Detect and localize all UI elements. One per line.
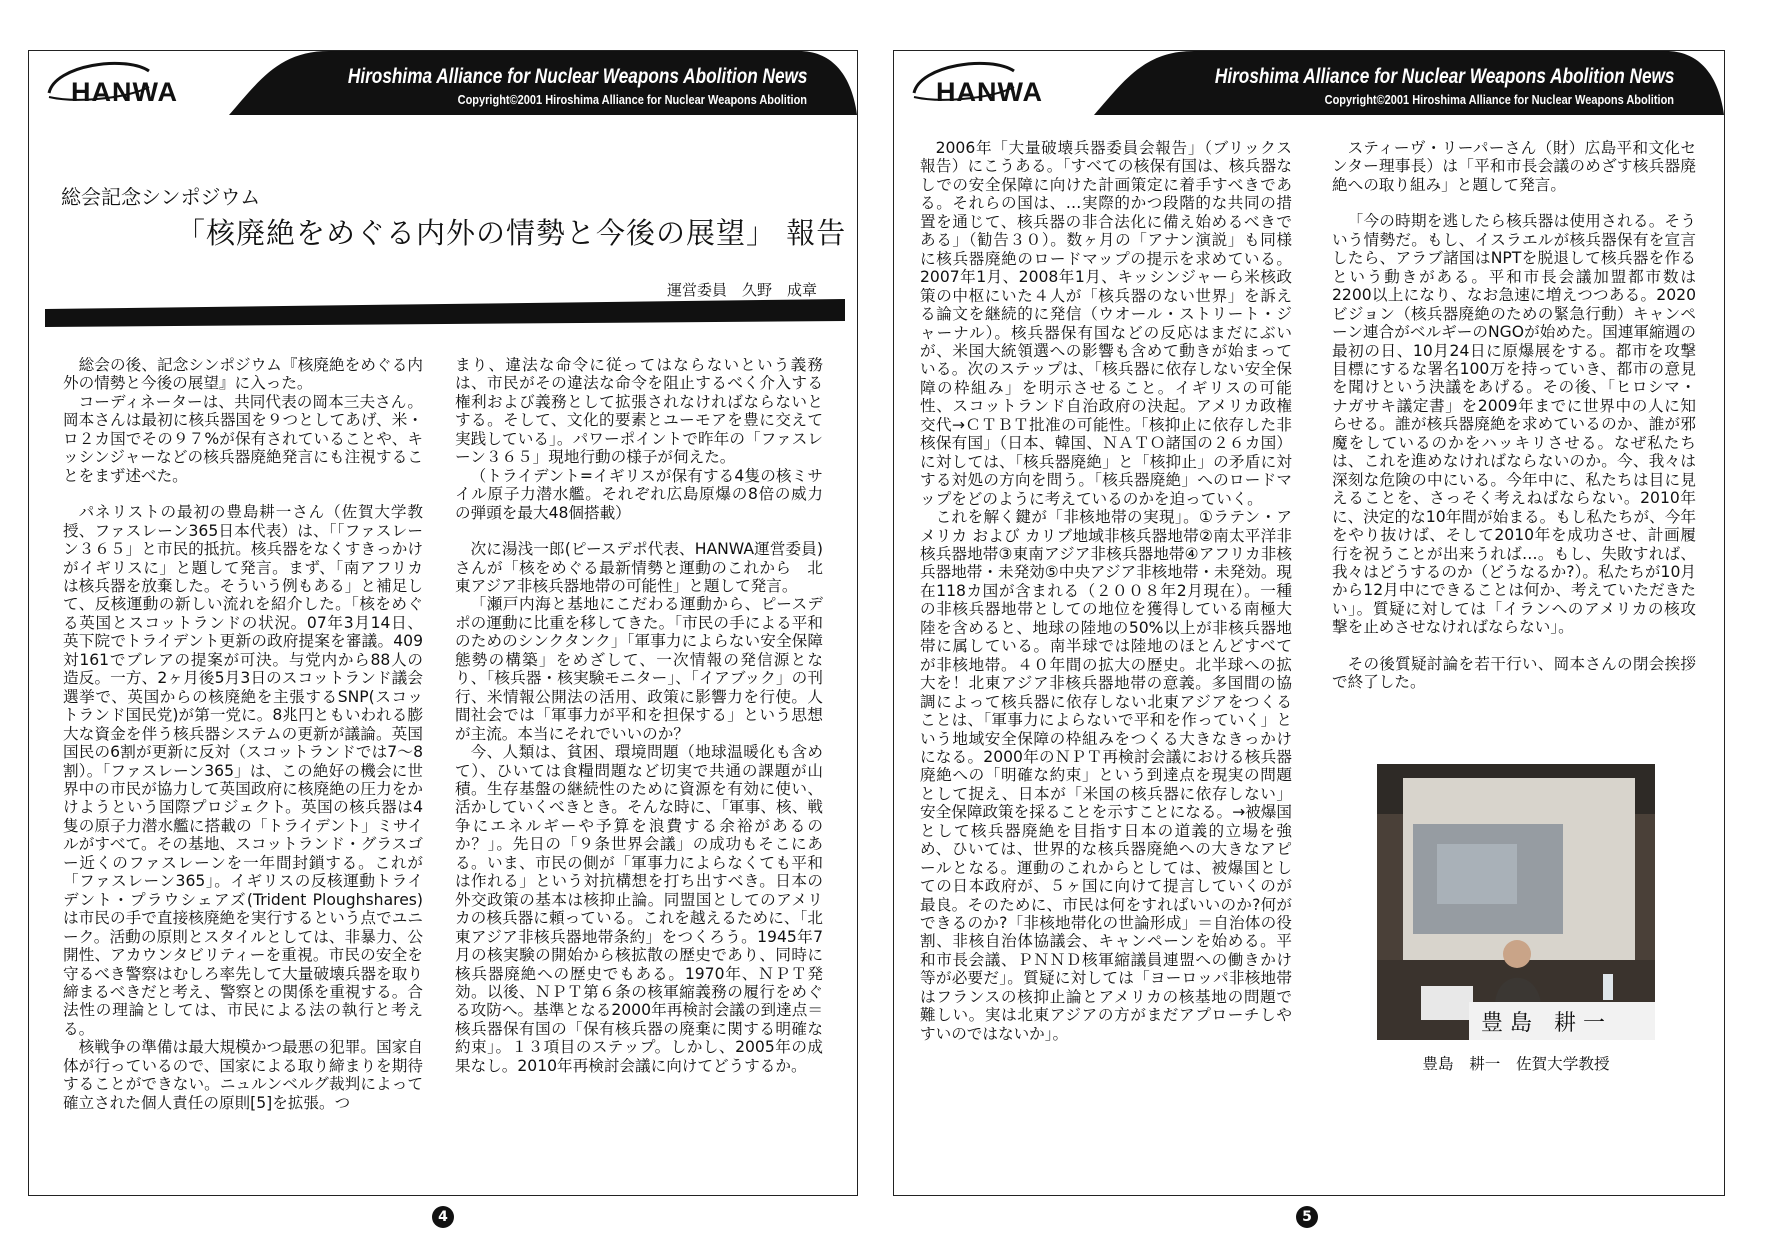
newsletter-page-4 (28, 50, 858, 1196)
article-column-2 (455, 356, 823, 1075)
newsletter-title: Hiroshima Alliance for Nuclear Weapons Abolition News (347, 65, 807, 88)
photo-illustration (1377, 764, 1655, 1040)
hanwa-logo (45, 57, 178, 109)
paragraph: スティーヴ・リーパーさん（財）広島平和文化センター理事長）は「平和市長会議のめざす核兵器廃絶への取り組み」と題して発言。 (1332, 139, 1696, 194)
paragraph: 2006年「大量破壊兵器委員会報告」（ブリックス報告）にこうある。「すべての核保有国は、核兵器なしでの安全保障に向けた計画策定に着手すべきである。それらの国は、…実際的かつ段階的な共同の措置を通じて、核兵器の非合法化に備え始めるべきである」（勧告３０）。数ヶ月の「アナン演説」も同様に核兵器廃絶のロードマップの提示を求めている。2007年1月、2008年1月、キッシンジャーら米核政策の中枢にいた４人が「核兵器のない世界」を訴える論文を継続的に発信（ウオール・ストリート・ジャーナル）。核兵器保有国などの反応はまだにぶいが、米国大統領選への影響も含めて動きが始まっている。次のステップは、「核兵器に依存しない安全保障の枠組み」を明示させること。イギリスの可能性、スコットランド自治政府の決起。アメリカ政権交代→ＣＴＢＴ批准の可能性。「核抑止に依存した非核保有国」（日本、韓国、ＮＡＴＯ諸国の２６カ国）に対しては、「核兵器廃絶」と「核抑止」の矛盾に対する対処の方向を問う。「核兵器廃絶」へのロードマップをどのように考えているのかを迫っていく。 (920, 139, 1292, 508)
article-column-3 (920, 139, 1292, 1043)
newsletter-page-5 (893, 50, 1725, 1196)
page-number-5: 5 (1296, 1206, 1318, 1228)
paragraph: （トライデント=イギリスが保有する4隻の核ミサイル原子力潜水艦。それぞれ広島原爆の8倍の威力の弾頭を最大48個搭載） (455, 466, 823, 522)
title-underline-bar (45, 299, 845, 329)
article-author: 運営委員 久野 成章 (666, 281, 817, 299)
logo-text: HANWA (936, 77, 1043, 107)
paragraph: 「瀬戸内海と基地にこだわる運動から、ピースデポの運動に比重を移してきた。「市民の手による平和のためのシンクタンク」「軍事力によらない安全保障態勢の構築」をめざして、一次情報の発信源となり、「核兵器・核実験モニター」、「イアブック」の刊行、米情報公開法の活用、政策に影響力を行使。人間社会では「軍事力が平和を担保する」という思想が主流。本当にそれでいいのか？ (455, 595, 823, 743)
hanwa-logo (910, 57, 1043, 109)
page-number-4: 4 (432, 1206, 454, 1228)
copyright-line: Copyright©2001 Hiroshima Alliance for Nuclear Weapons Abolition (1324, 93, 1674, 107)
logo-text: HANWA (71, 77, 178, 107)
paragraph: これを解く鍵が「非核地帯の実現」。①ラテン・アメリカ および カリブ地域非核兵器地帯②南太平洋非核兵器地帯③東南アジア非核兵器地帯④アフリカ非核兵器地帯・未発効⑤中央アジア非核地帯・未発効。現在118カ国が含まれる（２００８年2月現在）。一種の非核兵器地帯としての地位を獲得している南極大陸を含めると、地球の陸地の50%以上が非核兵器地帯に属している。南半球では陸地のほとんどすべてが非核地帯。４０年間の拡大の歴史。北半球への拡大を！北東アジア非核兵器地帯の意義。多国間の協調によって核兵器に依存しない北東アジアをつくることは、「軍事力によらないで平和を作っていく」という地域安全保障の枠組みをつくる大きなきっかけになる。2000年のＮＰＴ再検討会議における核兵器廃絶への「明確な約束」という到達点を現実の問題として捉え、日本が「米国の核兵器に依存しない」安全保障政策を採ることを示すことになる。→被爆国として核兵器廃絶を目指す日本の道義的立場を強め、ひいては、世界的な核兵器廃絶への大きなアピールとなる。運動のこれからとしては、被爆国としての日本政府が、５ヶ国に向けて提言していくのが最良。そのために、市民は何をすればいいのか?何ができるのか?「非核地帯化の世論形成」＝自治体の役割、非核自治体協議会、キャンペーンを始める。平和市長会議、ＰＮＮＤ核軍縮議員連盟への働きかけ等が必要だ」。質疑に対しては「ヨーロッパ非核地帯はフランスの核抑止論とアメリカの核基地の問題で難しい。実は北東アジアの方がまだアプローチしやすいのではないか」。 (920, 508, 1293, 1043)
paragraph: 総会の後、記念シンポジウム『核廃絶をめぐる内外の情勢と今後の展望』に入った。 (63, 356, 423, 393)
photo-caption: 豊島 耕一 佐賀大学教授 (1422, 1055, 1610, 1073)
paragraph: パネリストの最初の豊島耕一さん（佐賀大学教授、ファスレーン365日本代表）は、「「ファスレーン３６５」と市民的抵抗。核兵器をなくすきっかけがイギリスに」と題して発言。まず、「南アフリカは核兵器を放棄した。そういう例もある」と補足して、反核運動の新しい流れを紹介した。「核をめぐる英国とスコットランドの状況。07年3月14日、英下院でトライデント更新の政府提案を審議。409対161でブレアの提案が可決。与党内から88人の造反。一方、2ヶ月後5月3日のスコットランド議会選挙で、英国からの核廃絶を主張するSNP(スコットランド国民党)が第一党に。8兆円ともいわれる膨大な資金を伴う核兵器システムの更新が議論。英国国民の6割が更新に反対（スコットランドでは7～8割）。「ファスレーン365」は、この絶好の機会に世界中の市民が協力して英国政府に核廃絶の圧力をかけようという国際プロジェクト。英国の核兵器は4隻の原子力潜水艦に搭載の「トライデント」ミサイルがすべて。その基地、スコットランド・グラスゴー近くのファスレーンを一年間封鎖する。これが「ファスレーン365」。イギリスの反核運動トライデント・プラウシェアズ(Trident Ploughshares) は市民の手で直接核廃絶を実行するという点でユニーク。活動の原則とスタイルとしては、非暴力、公開性、アカウンタビリティーを重視。市民の安全を守るべき警察はむしろ率先して大量破壊兵器を取り締まるべきだと考え、警察との関係を重視する。合法性の理論としては、市民による法の執行と考える。 (63, 503, 423, 1038)
speaker-photo (1377, 764, 1655, 1040)
paragraph: 次に湯浅一郎(ピースデポ代表、HANWA運営委員)さんが「核をめぐる最新情勢と運動のこれから 北東アジア非核兵器地帯の可能性」と題して発言。 (455, 540, 823, 595)
paragraph: 今、人類は、貧困、環境問題（地球温暖化も含めて）、ひいては食糧問題など切実で共通の課題が山積。生存基盤の継続性のために資源を有効に使い、活かしていくべきとき。そんな時に、「軍事、核、戦争にエネルギーや予算を浪費する余裕があるのか？」。先日の「９条世界会議」の成功もそこにある。いま、市民の側が「軍事力によらなくても平和は作れる」という対抗構想を打ち出すべき。日本の外交政策の基本は核抑止論。同盟国としてのアメリカの核兵器に頼っている。これを越えるために、「北東アジア非核兵器地帯条約」をつくろう。1945年7月の核実験の開始から核拡散の歴史であり、同時に核兵器廃絶への歴史でもある。1970年、ＮＰＴ発効。以後、ＮＰＴ第６条の核軍縮義務の履行をめぐる攻防へ。基準となる2000年再検討会議の到達点＝核兵器保有国の「保有核兵器の廃棄に関する明確な約束」。１３項目のステップ。しかし、2005年の成果なし。2010年再検討会議に向けてどうするか。 (455, 743, 823, 1075)
paragraph: 「今の時期を逃したら核兵器は使用される。そういう情勢だ。もし、イスラエルが核兵器保有を宣言したら、アラブ諸国はNPTを脱退して核兵器を作るという動きがある。平和市長会議加盟都市数は2200以上になり、なお急速に増えつつある。2020ビジョン（核兵器廃絶のための緊急行動）キャンペーン連合がベルギーのNGOが始めた。国連軍縮週の最初の日、10月24日に原爆展をする。都市を攻撃目標にするな署名100万を持っていき、都市の意見を聞けという決議をあげる。その後、「ヒロシマ・ナガサキ議定書」を2009年までに世界中の人に知らせる。誰が核兵器廃絶を求めているのか、誰が邪魔をしているのかをハッキリさせる。なぜ私たちは、これを進めなければならないのか。今、我々は深刻な危険の中にいる。今年中に、私たちは目に見えることを、さっそく考えねばならない。2010年に、決定的な10年間が始まる。もし私たちが、今年をやり抜けば、そして2010年を成功させ、計画履行を祝うことが出来うれば…。もし、失敗すれば、我々はどうするのか（どうなるか?）。私たちが10月から12月中にできることは何か、考えていただきたい」。質疑に対しては「イランへのアメリカの核攻撃を止めさせなければならない」。 (1332, 212, 1696, 637)
newsletter-title: Hiroshima Alliance for Nuclear Weapons Abolition News (1214, 65, 1674, 88)
speaker-nameplate: 豊 島 耕 一 (1481, 1011, 1605, 1036)
page-header (29, 51, 857, 115)
article-title: 「核廃絶をめぐる内外の情勢と今後の展望」 報告 (176, 216, 847, 250)
paragraph: 核戦争の準備は最大規模かつ最悪の犯罪。国家自体が行っているので、国家による取り締まりを期待することができない。ニュルンベルグ裁判によって確立された個人責任の原則[5]を拡張。つ (63, 1038, 423, 1112)
paragraph: その後質疑討論を若干行い、岡本さんの閉会挨拶で終了した。 (1332, 654, 1696, 692)
copyright-line: Copyright©2001 Hiroshima Alliance for Nuclear Weapons Abolition (457, 93, 807, 107)
article-subtitle: 総会記念シンポジウム (61, 185, 261, 209)
article-column-1 (63, 356, 423, 1112)
article-column-4 (1332, 139, 1696, 692)
paragraph: コーディネーターは、共同代表の岡本三夫さん。岡本さんは最初に核兵器国を９つとしてあげ、米・ロ２カ国でその９７%が保有されていることや、キッシンジャーなどの核兵器廃絶発言にも注視することをまず述べた。 (63, 392, 423, 485)
page-header (894, 51, 1724, 115)
paragraph: まり、違法な命令に従ってはならないという義務は、市民がその違法な命令を阻止するべく介入する権利および義務として拡張されなければならないとする。そして、文化的要素とユーモアを豊に交えて実践している」。パワーポイントで昨年の「ファスレーン３６５」現地行動の様子が伺えた。 (455, 356, 823, 467)
